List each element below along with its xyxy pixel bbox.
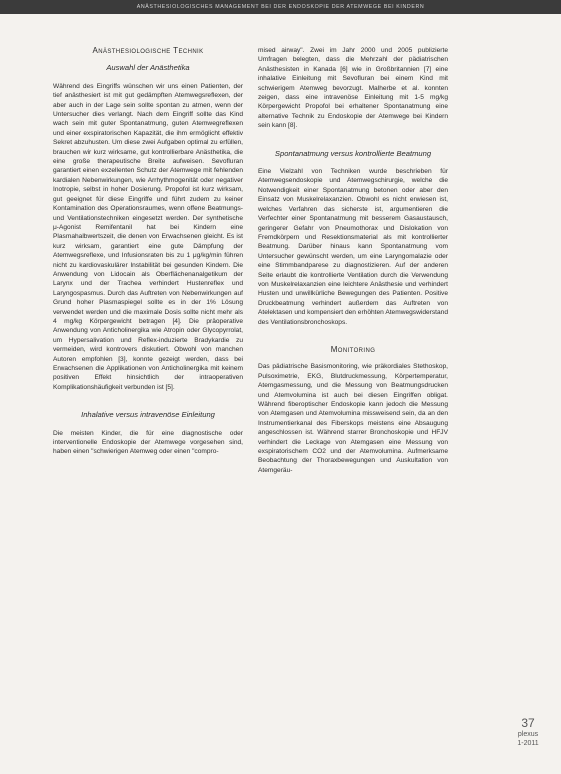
subsection-title-einleitung: Inhalative versus intravenöse Einleitung <box>81 410 215 420</box>
page-number: 37 <box>521 716 535 730</box>
left-column <box>53 46 243 457</box>
right-column <box>258 46 448 475</box>
paragraph-umfragen: mised airway". Zwei im Jahr 2000 und 2005 publizierte Umfragen belegten, dass die Mehrzahl der pädiatrischen Anästhesisten in Kanada [6] wie in Großbritannien [7] eine inhalative Einleitung mit Sevofluran bei einem Kind mit schwierigem Atemweg bevorzugt. Malherbe et al. konnten zeigen, dass eine intravenöse Einleitung mit 1-5 mg/kg Körpergewicht Propofol bei erhaltener Spontanatmung eine alternative Technik zu Endoskopie der Atemwege bei Kindern sein kann [8]. <box>258 47 448 130</box>
running-title: ANÄSTHESIOLOGISCHES MANAGEMENT BEI DER ENDOSKOPIE DER ATEMWEGE BEI KINDERN <box>136 4 425 10</box>
paragraph-einleitung: Die meisten Kinder, die für eine diagnostische oder interventionelle Endoskopie der Atemwege vorgesehen sind, haben einen "schwierigen Atemweg oder einen "compro- <box>53 429 243 456</box>
page-footer <box>504 717 552 748</box>
paragraph-spontanatmung: Eine Vielzahl von Techniken wurde beschrieben für Atemwegsendoskopie und Atemwegschirurgie, welche die Notwendigkeit einer Spontanatmung betonen oder aber den Einsatz von Muskelrelaxanzien. Obwohl es nicht erwiesen ist, welches Verfahren das sicherste ist, argumentieren die Verfechter einer Spontanatmung mit besserem Gasaustausch, geringerer Gefahr von Pneumothorax und Dislokation von Fremdkörpern und Resektionsmaterial als mit kontrollierter Beatmung. Darüber hinaus kann Spontanatmung vom Untersucher gewünscht werden, um eine Laryngomalazie oder eine Stimmbandparese zu diagnostizieren. Auf der anderen Seite erlaubt die kontrollierte Ventilation durch die Verwendung von Muskelrelaxanzien eine leichtere Anästhesie und verhindert Husten und unwillkürliche Bewegungen des Patienten. Positive Druckbeatmung verhindert außerdem das Auftreten von Atelektasen und kompensiert den erhöhten Atemwegswiderstand des Ventilationsbronchoskops. <box>258 168 448 326</box>
journal-issue: 1-2011 <box>517 740 539 747</box>
journal-name: plexus <box>517 731 539 738</box>
running-header <box>0 0 561 14</box>
section-title-monitoring: Monitoring <box>330 344 376 354</box>
subsection-title-auswahl-anaesthetika: Auswahl der Anästhetika <box>106 63 190 73</box>
section-title-anaesthesiologische-technik: Anästhesiologische Technik <box>92 46 204 55</box>
paragraph-monitoring: Das pädiatrische Basismonitoring, wie präkordiales Stethoskop, Pulsoximetrie, EKG, Blutdruckmessung, Körpertemperatur, Atemgasmessung, und die Messung von Beatmungsdrucken und Atemvolumina ist auch bei diesen Eingriffen obligat. Während fiberoptischer Endoskopie kann jedoch die Messung von Atemgasen und Atemvolumina missweisend sein, da an den Instrumentierkanal des Fiberskops meistens eine Absaugung angeschlossen ist. Während starrer Bronchoskopie und HFJV verhindert die Leckage von Atemgasen eine Messung von exspiratorischem CO2 und der Atemvolumina. Aufmerksame Beobachtung der Thoraxbewegungen und Auskultation von Atemgeräu- <box>258 363 448 474</box>
paragraph-anaesthetika: Während des Eingriffs wünschen wir uns einen Patienten, der tief anästhesiert ist mit gut gedämpften Atemwegsreflexen, der aber auch in der Lage sein sollte spontan zu atmen, wenn der Untersucher dies verlangt. Nach dem Eingriff sollte das Kind wach sein mit guter Spontanatmung, guten Atemwegreflexen und einer exspiratorischen Kapazität, die ihm ermöglicht effektiv Sekret abzuhusten. Um diese zwei Aufgaben optimal zu erfüllen, brauchen wir kurz wirksame, gut kontrollierbare Anästhetika, die eine große therapeutische Breite aufweisen. Sevofluran garantiert einen exzellenten Schutz der Atemwege mit fehlenden kardialen Nebenwirkungen, wie Arrhythmogenität oder negativer Inotropie, selbst in hoher Dosierung. Propofol ist kurz wirksam, gut geeignet für diese Eingriffe und führt zudem zu keiner Kontamination des Operationsraumes, wenn offene Beatmungs- und Ventilationstechniken eingesetzt werden. Der synthetische μ-Agonist Remifentanil hat bei Kindern eine Plasmahalbwertszeit, die denen von Erwachsenen gleicht. Es ist kurz wirksam, garantiert eine gute Dämpfung der Atemwegsreflexe, und Infusionsraten bis zu 1 μg/kg/min führen nicht zu kardiovaskulärer Instabilität bei gesunden Kindern. Die Anwendung von Lidocain als Oberflächenanalgetikum der Larynx und der Trachea verhindert Hustenreflex und Laryngospasmus. Durch das Auftreten von Nebenwirkungen auf Grund hoher Plasmaspiegel sollte es in der 1% Lösung verwendet werden und die maximale Dosis sollte nicht mehr als 4 mg/kg Körpergewicht betragen [4]. Die präoperative Anwendung von Anticholinergika wie Atropin oder Glycopyrrolat, um Hypersalivation und Reflex-induzierte Bradykardie zu vermeiden, wird kontrovers diskutiert. Obwohl von manchen Autoren empfohlen [3], konnte gezeigt werden, dass bei Erwachsenen die Applikationen von Anticholinergika mit keinem positiven Effekt hinsichtlich der intraoperativen Komplikationshäufigkeit verbunden ist [5]. <box>53 82 243 391</box>
subsection-title-spontanatmung: Spontanatmung versus kontrollierte Beatmung <box>274 148 432 158</box>
